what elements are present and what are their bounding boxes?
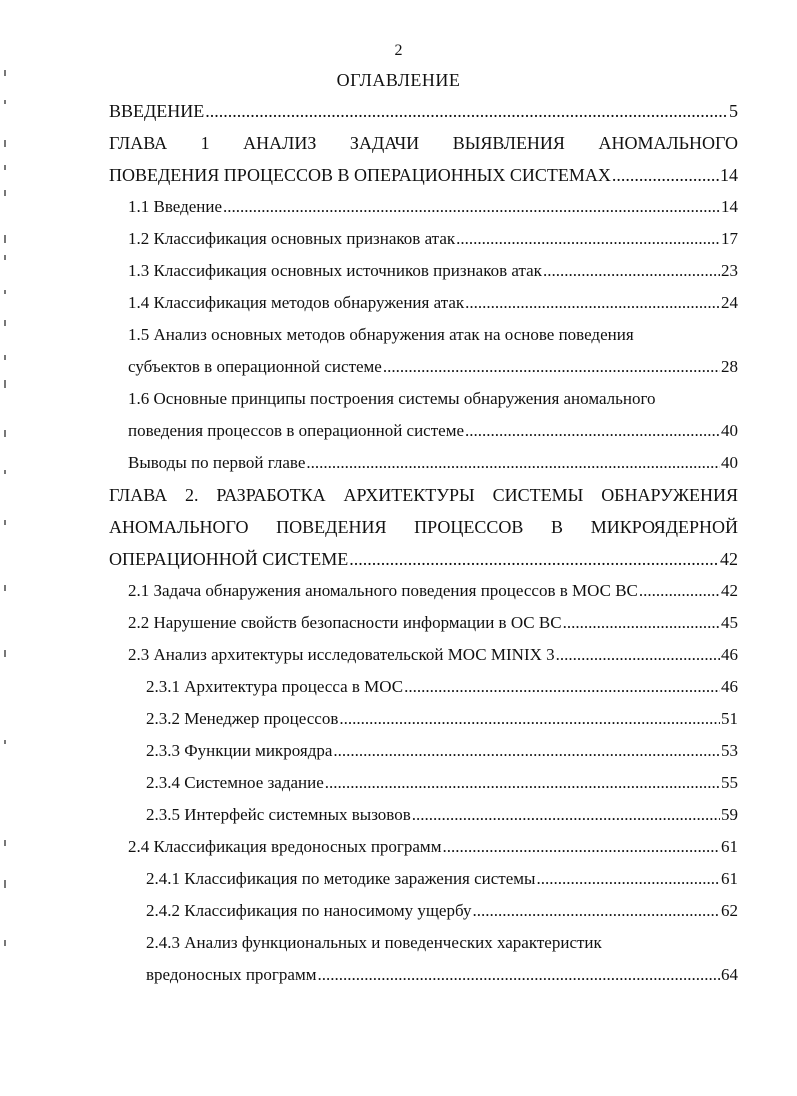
- toc-word: ВЫЯВЛЕНИЯ: [452, 133, 565, 153]
- toc-word: ГЛАВА: [109, 485, 168, 505]
- toc-page-number: 40: [721, 421, 738, 440]
- dot-leader: [339, 703, 720, 735]
- toc-entry-text: 2.3.3 Функции микроядра: [146, 741, 333, 760]
- toc-word: МИКРОЯДЕРНОЙ: [590, 517, 738, 537]
- toc-page-number: 42: [720, 549, 738, 569]
- toc-entry-text: 2.3.2 Менеджер процессов: [146, 709, 339, 728]
- toc-page-number: 5: [729, 101, 738, 121]
- dot-leader: [383, 351, 720, 383]
- toc-chapter-2-line-2[interactable]: [109, 511, 738, 543]
- dot-leader: [536, 863, 720, 895]
- toc-entry-text: 2.4.1 Классификация по методике заражения системы: [146, 869, 536, 888]
- toc-page-number: 28: [721, 357, 738, 376]
- toc-entry-2-4-3-line-1[interactable]: [146, 927, 738, 959]
- dot-leader: [404, 671, 720, 703]
- toc-entry-text: 2.3 Анализ архитектуры исследовательской МОС MINIX 3: [128, 645, 555, 664]
- toc-entry-text: 2.1 Задача обнаружения аномального поведения процессов в МОС ВС: [128, 581, 638, 600]
- toc-page-number: 51: [721, 709, 738, 728]
- page-title: ОГЛАВЛЕНИЕ: [336, 70, 461, 90]
- toc-word: В: [551, 517, 564, 537]
- toc-page-number: 23: [721, 261, 738, 280]
- toc-entry-text: 1.6 Основные принципы построения системы обнаружения аномального: [128, 389, 656, 408]
- toc-word: РАЗРАБОТКА: [216, 485, 326, 505]
- toc-chapter-2-line-3[interactable]: [109, 543, 738, 575]
- toc-entry-text: ВВЕДЕНИЕ: [109, 101, 205, 121]
- toc-entry-2-1[interactable]: [128, 575, 738, 607]
- toc-entry-2-3-5[interactable]: [146, 799, 738, 831]
- toc-entry-2-4[interactable]: [128, 831, 738, 863]
- toc-entry-text: 2.4.3 Анализ функциональных и поведенческих характеристик: [146, 933, 602, 952]
- toc-entry-1-3[interactable]: [128, 255, 738, 287]
- toc-page-number: 45: [721, 613, 738, 632]
- dot-leader: [442, 831, 720, 863]
- toc-page-number: 40: [721, 453, 738, 472]
- toc-word: ГЛАВА: [109, 133, 168, 153]
- toc-entry-2-4-1[interactable]: [146, 863, 738, 895]
- toc-entry-2-3-2[interactable]: [146, 703, 738, 735]
- toc-word: АНОМАЛЬНОГО: [598, 133, 738, 153]
- toc-entry-text: 2.3.5 Интерфейс системных вызовов: [146, 805, 411, 824]
- dot-leader: [317, 959, 720, 991]
- toc-entry-1-4[interactable]: [128, 287, 738, 319]
- toc-entry-1-6-line-1[interactable]: [128, 383, 738, 415]
- toc-page-number: 14: [720, 165, 738, 185]
- toc-word: СИСТЕМЫ: [492, 485, 584, 505]
- toc-entry-1-6-line-2[interactable]: [128, 415, 738, 447]
- dot-leader: [612, 159, 719, 191]
- toc-entry-1-5-line-1[interactable]: [128, 319, 738, 351]
- toc-chapter-1-line-1[interactable]: [109, 127, 738, 159]
- dot-leader: [556, 639, 720, 671]
- toc-word: АНОМАЛЬНОГО: [109, 517, 249, 537]
- dot-leader: [456, 223, 720, 255]
- toc-entry-text: вредоносных программ: [146, 965, 317, 984]
- toc-page-number: 46: [721, 645, 738, 664]
- toc-entry-1-2[interactable]: [128, 223, 738, 255]
- toc-entry-text: ПОВЕДЕНИЯ ПРОЦЕССОВ В ОПЕРАЦИОННЫХ СИСТЕМАХ: [109, 165, 611, 185]
- toc-page-number: 17: [721, 229, 738, 248]
- toc-page-number: 59: [721, 805, 738, 824]
- toc-page-number: 14: [721, 197, 738, 216]
- toc-page-number: 62: [721, 901, 738, 920]
- toc-page-number: 24: [721, 293, 738, 312]
- toc-entry-text: 1.5 Анализ основных методов обнаружения атак на основе поведения: [128, 325, 634, 344]
- toc-entry-2-3-1[interactable]: [146, 671, 738, 703]
- toc-entry-chapter-1-conclusions[interactable]: [128, 447, 738, 479]
- dot-leader: [333, 735, 720, 767]
- toc-entry-2-3-3[interactable]: [146, 735, 738, 767]
- toc-page-number: 61: [721, 837, 738, 856]
- toc-entry-1-1[interactable]: [128, 191, 738, 223]
- toc-entry-2-3[interactable]: [128, 639, 738, 671]
- dot-leader: [349, 543, 719, 575]
- dot-leader: [465, 415, 720, 447]
- toc-entry-text: 1.3 Классификация основных источников признаков атак: [128, 261, 542, 280]
- dot-leader: [412, 799, 720, 831]
- toc-entry-2-3-4[interactable]: [146, 767, 738, 799]
- dot-leader: [472, 895, 720, 927]
- dot-leader: [223, 191, 720, 223]
- toc-entry-text: 2.4.2 Классификация по наносимому ущербу: [146, 901, 472, 920]
- page-number: 2: [394, 42, 403, 59]
- toc-page-number: 61: [721, 869, 738, 888]
- toc-word: 1: [200, 133, 210, 153]
- toc-entry-text: поведения процессов в операционной системе: [128, 421, 465, 440]
- dot-leader: [205, 95, 728, 127]
- toc-entry-text: 1.1 Введение: [128, 197, 223, 216]
- toc-page-number: 55: [721, 773, 738, 792]
- toc-page-number: 53: [721, 741, 738, 760]
- toc-word: ПОВЕДЕНИЯ: [276, 517, 387, 537]
- toc-word: 2.: [185, 485, 199, 505]
- toc-entry-text: 1.2 Классификация основных признаков атак: [128, 229, 456, 248]
- dot-leader: [306, 447, 720, 479]
- toc-entry-text: 1.4 Классификация методов обнаружения атак: [128, 293, 465, 312]
- toc-chapter-1-line-2[interactable]: [109, 159, 738, 191]
- toc-word: ПРОЦЕССОВ: [414, 517, 524, 537]
- toc-page-number: 42: [721, 581, 738, 600]
- toc-entry-intro[interactable]: [109, 95, 738, 127]
- toc-entry-2-4-2[interactable]: [146, 895, 738, 927]
- toc-entry-1-5-line-2[interactable]: [128, 351, 738, 383]
- toc-entry-text: ОПЕРАЦИОННОЙ СИСТЕМЕ: [109, 549, 349, 569]
- dot-leader: [563, 607, 720, 639]
- toc-entry-text: 2.4 Классификация вредоносных программ: [128, 837, 442, 856]
- toc-word: АРХИТЕКТУРЫ: [343, 485, 475, 505]
- toc-chapter-2-line-1[interactable]: [109, 479, 738, 511]
- toc-word: ЗАДАЧИ: [349, 133, 420, 153]
- toc-entry-2-4-3-line-2[interactable]: [146, 959, 738, 991]
- toc-entry-text: субъектов в операционной системе: [128, 357, 382, 376]
- dot-leader: [543, 255, 720, 287]
- dot-leader: [639, 575, 720, 607]
- toc-entry-text: 2.3.4 Системное задание: [146, 773, 324, 792]
- toc-entry-2-2[interactable]: [128, 607, 738, 639]
- toc-page-number: 46: [721, 677, 738, 696]
- toc-word: АНАЛИЗ: [243, 133, 317, 153]
- dot-leader: [325, 767, 720, 799]
- toc-page-number: 64: [721, 965, 738, 984]
- scan-edge-marks: [0, 0, 14, 1096]
- toc-word: ОБНАРУЖЕНИЯ: [601, 485, 738, 505]
- dot-leader: [465, 287, 720, 319]
- toc-entry-text: 2.2 Нарушение свойств безопасности информации в ОС ВС: [128, 613, 562, 632]
- toc-entry-text: Выводы по первой главе: [128, 453, 306, 472]
- toc-entry-text: 2.3.1 Архитектура процесса в МОС: [146, 677, 404, 696]
